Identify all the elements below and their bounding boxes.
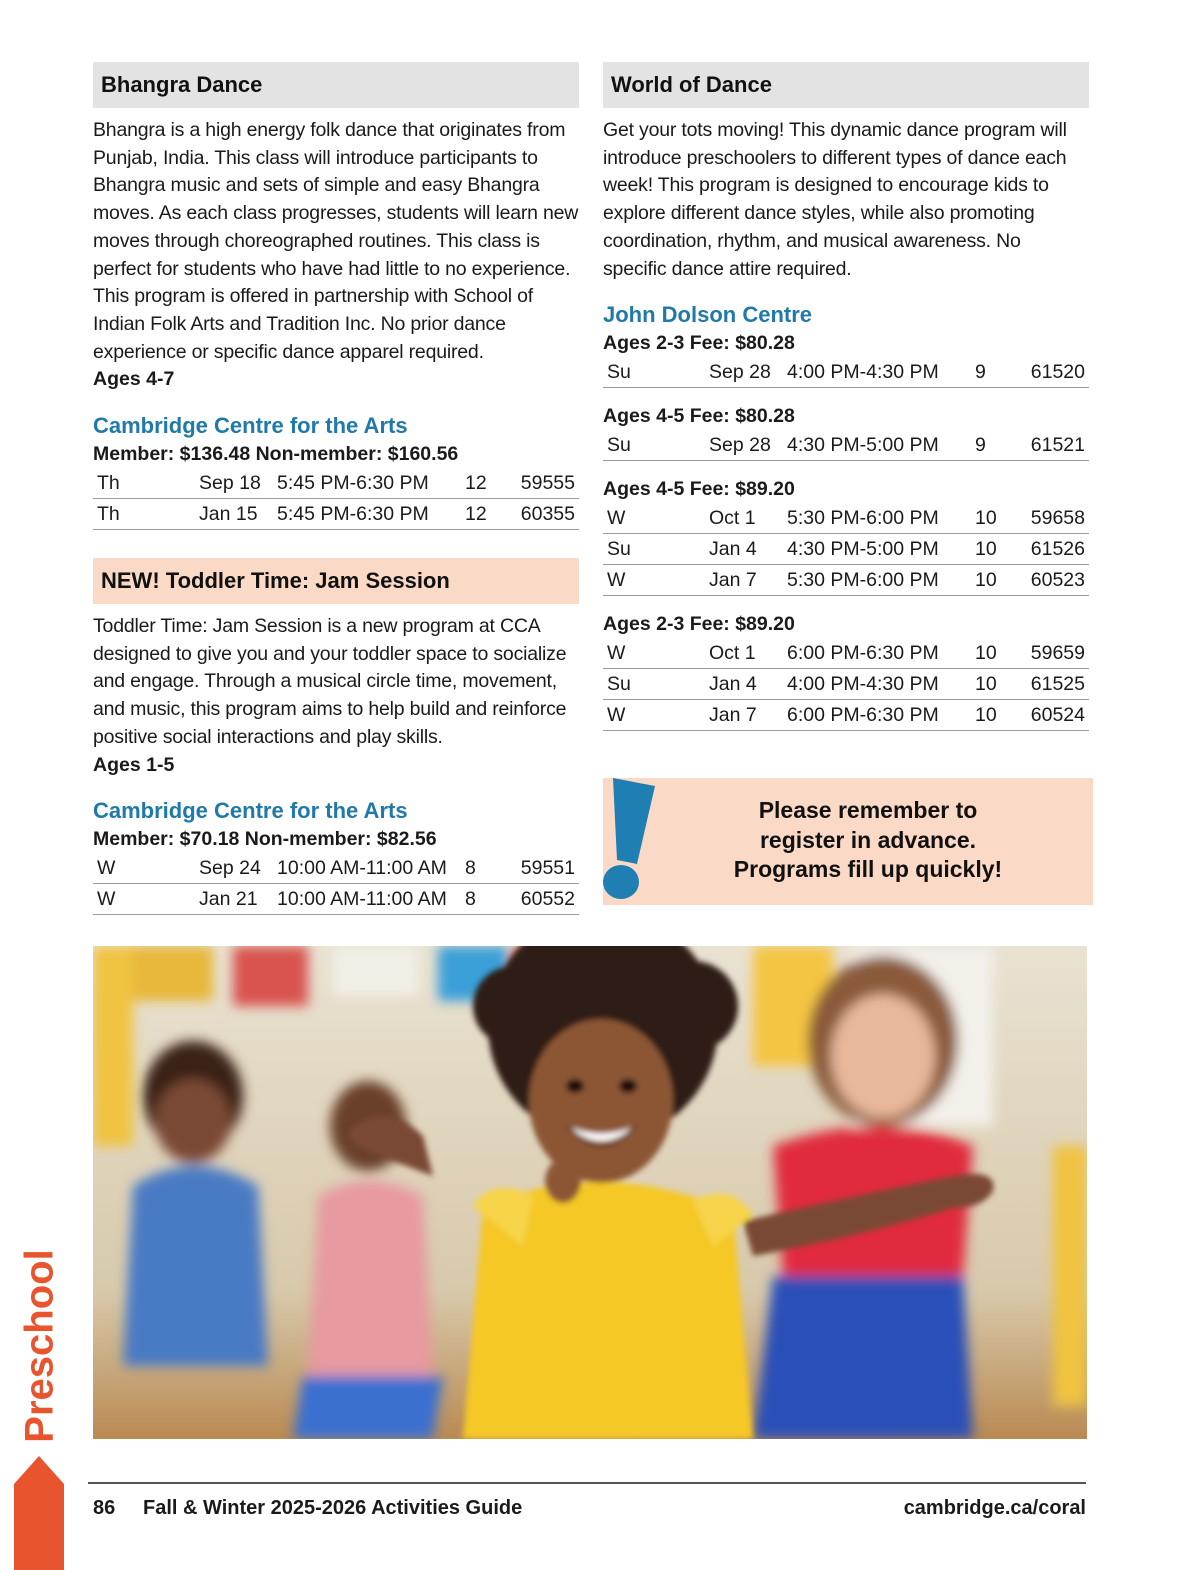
fee-group-heading: Ages 4-5 Fee: $80.28 [603, 405, 795, 428]
table-row [603, 565, 1089, 596]
date-cell: Jan 4 [705, 669, 783, 700]
course-code-cell: 60524 [1019, 700, 1089, 731]
toddler-ages: Ages 1-5 [93, 753, 175, 776]
time-cell: 4:00 PM-4:30 PM [783, 357, 971, 388]
day-cell: W [93, 853, 195, 884]
time-cell: 6:00 PM-6:30 PM [783, 700, 971, 731]
time-cell: 5:45 PM-6:30 PM [273, 499, 461, 530]
sessions-cell: 10 [971, 700, 1019, 731]
course-code-cell: 61521 [1019, 430, 1089, 461]
footer-divider [88, 1482, 1086, 1484]
course-code-cell: 59555 [509, 468, 579, 499]
table-row [603, 669, 1089, 700]
date-cell: Oct 1 [705, 638, 783, 669]
date-cell: Jan 7 [705, 700, 783, 731]
bhangra-fee: Member: $136.48 Non-member: $160.56 [93, 443, 459, 466]
toddler-section [93, 558, 579, 915]
table-row [603, 700, 1089, 731]
section-spacer [93, 530, 579, 558]
date-cell: Jan 21 [195, 884, 273, 915]
table-row [93, 853, 579, 884]
photo-illustration [93, 946, 1087, 1439]
section-tab-marker [14, 1456, 64, 1570]
day-cell: Th [93, 499, 195, 530]
website-url: cambridge.ca/coral [903, 1497, 1086, 1519]
toddler-title: NEW! Toddler Time: Jam Session [93, 558, 579, 604]
time-cell: 10:00 AM-11:00 AM [273, 853, 461, 884]
sessions-cell: 10 [971, 503, 1019, 534]
world-of-dance-section [603, 62, 1089, 731]
course-code-cell: 61525 [1019, 669, 1089, 700]
day-cell: Su [603, 430, 705, 461]
date-cell: Sep 28 [705, 430, 783, 461]
section-tab-label: Preschool [17, 1249, 62, 1443]
time-cell: 10:00 AM-11:00 AM [273, 884, 461, 915]
sessions-cell: 10 [971, 534, 1019, 565]
date-cell: Sep 24 [195, 853, 273, 884]
date-cell: Sep 18 [195, 468, 273, 499]
reminder-line: register in advance. [759, 826, 977, 853]
world-schedule-table [603, 503, 1089, 596]
bhangra-location: Cambridge Centre for the Arts [93, 413, 408, 439]
date-cell: Jan 4 [705, 534, 783, 565]
fee-group-heading: Ages 2-3 Fee: $89.20 [603, 613, 795, 636]
day-cell: Su [603, 357, 705, 388]
children-dancing-photo [93, 946, 1087, 1439]
world-location: John Dolson Centre [603, 302, 813, 328]
course-code-cell: 59658 [1019, 503, 1089, 534]
table-row [603, 357, 1089, 388]
sessions-cell: 8 [461, 884, 509, 915]
table-row [93, 884, 579, 915]
date-cell: Jan 7 [705, 565, 783, 596]
date-cell: Sep 28 [705, 357, 783, 388]
toddler-schedule-table [93, 853, 579, 915]
time-cell: 5:45 PM-6:30 PM [273, 468, 461, 499]
day-cell: W [603, 700, 705, 731]
course-code-cell: 61526 [1019, 534, 1089, 565]
world-title: World of Dance [603, 62, 1089, 108]
bhangra-section [93, 62, 579, 530]
day-cell: W [603, 565, 705, 596]
time-cell: 5:30 PM-6:00 PM [783, 565, 971, 596]
time-cell: 4:30 PM-5:00 PM [783, 430, 971, 461]
guide-title: Fall & Winter 2025-2026 Activities Guide [143, 1497, 523, 1519]
fee-group-heading: Ages 4-5 Fee: $89.20 [603, 478, 795, 501]
day-cell: W [93, 884, 195, 915]
course-code-cell: 60552 [509, 884, 579, 915]
right-column [603, 62, 1089, 731]
time-cell: 4:00 PM-4:30 PM [783, 669, 971, 700]
register-reminder-callout [603, 778, 1093, 905]
reminder-line: Programs fill up quickly! [733, 856, 1003, 882]
course-code-cell: 61520 [1019, 357, 1089, 388]
sessions-cell: 10 [971, 669, 1019, 700]
day-cell: Su [603, 534, 705, 565]
sessions-cell: 10 [971, 638, 1019, 669]
left-column [93, 62, 579, 915]
day-cell: Su [603, 669, 705, 700]
table-row [603, 534, 1089, 565]
page-number: 86 [93, 1497, 116, 1519]
course-code-cell: 59551 [509, 853, 579, 884]
table-row [603, 638, 1089, 669]
reminder-line: Please remember to [758, 797, 978, 823]
reminder-text [703, 796, 1033, 885]
day-cell: W [603, 503, 705, 534]
date-cell: Jan 15 [195, 499, 273, 530]
group-spacer [603, 596, 1089, 610]
toddler-location: Cambridge Centre for the Arts [93, 798, 408, 824]
table-row [603, 503, 1089, 534]
day-cell: W [603, 638, 705, 669]
bhangra-ages: Ages 4-7 [93, 368, 175, 391]
world-schedule-table [603, 430, 1089, 461]
toddler-description: Toddler Time: Jam Session is a new program at CCA designed to give you and your toddler space to socialize and engage. Through a musical circle time, movement, and music, this program aims to help build and reinforce positive social interactions and play skills. [93, 615, 567, 748]
sessions-cell: 12 [461, 468, 509, 499]
course-code-cell: 59659 [1019, 638, 1089, 669]
time-cell: 5:30 PM-6:00 PM [783, 503, 971, 534]
table-row [603, 430, 1089, 461]
fee-group-heading: Ages 2-3 Fee: $80.28 [603, 332, 795, 355]
toddler-fee: Member: $70.18 Non-member: $82.56 [93, 828, 437, 851]
exclamation-icon [591, 776, 661, 904]
sessions-cell: 9 [971, 430, 1019, 461]
sessions-cell: 9 [971, 357, 1019, 388]
group-spacer [603, 388, 1089, 402]
bhangra-description: Bhangra is a high energy folk dance that originates from Punjab, India. This class will introduce participants to Bhangra music and sets of simple and easy Bhangra moves. As each class progresses, students will learn new moves through choreographed routines. This class is perfect for students who have had little to no experience. This program is offered in partnership with School of Indian Folk Arts and Tradition Inc. No prior dance experience or specific dance apparel required. [93, 119, 579, 363]
course-code-cell: 60523 [1019, 565, 1089, 596]
time-cell: 6:00 PM-6:30 PM [783, 638, 971, 669]
world-schedule-table [603, 638, 1089, 731]
group-spacer [603, 461, 1089, 475]
world-description: Get your tots moving! This dynamic dance program will introduce preschoolers to different types of dance each week! This program is designed to encourage kids to explore different dance styles, while also promoting coordination, rhythm, and musical awareness. No specific dance attire required. [603, 119, 1067, 280]
sessions-cell: 12 [461, 499, 509, 530]
bhangra-schedule-table [93, 468, 579, 530]
course-code-cell: 60355 [509, 499, 579, 530]
table-row [93, 499, 579, 530]
table-row [93, 468, 579, 499]
date-cell: Oct 1 [705, 503, 783, 534]
bhangra-title: Bhangra Dance [93, 62, 579, 108]
time-cell: 4:30 PM-5:00 PM [783, 534, 971, 565]
world-schedule-table [603, 357, 1089, 388]
sessions-cell: 8 [461, 853, 509, 884]
day-cell: Th [93, 468, 195, 499]
sessions-cell: 10 [971, 565, 1019, 596]
